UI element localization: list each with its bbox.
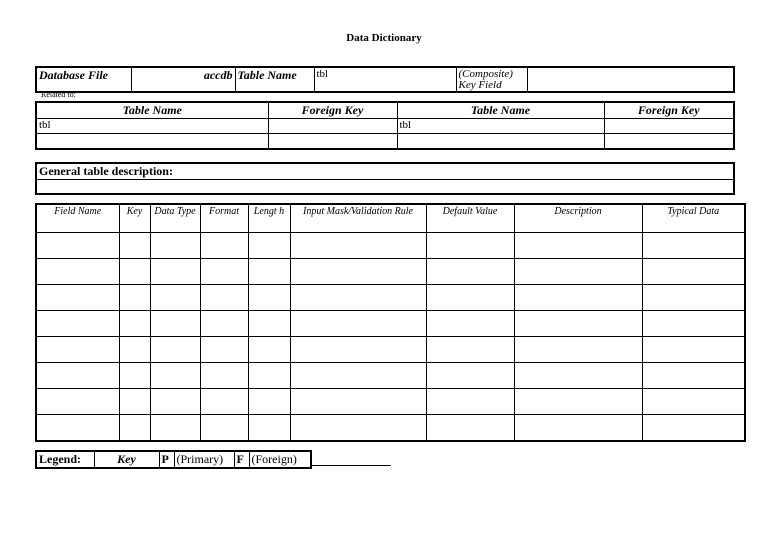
field-cell[interactable]: [150, 311, 200, 337]
legend-primary-code: P: [159, 451, 174, 468]
field-cell[interactable]: [290, 363, 426, 389]
field-cell[interactable]: [200, 285, 248, 311]
field-cell[interactable]: [290, 285, 426, 311]
related-cell[interactable]: [604, 134, 734, 150]
table-name-field[interactable]: tbl: [314, 67, 456, 92]
field-cell[interactable]: [514, 337, 642, 363]
column-header-input-mask: Input Mask/Validation Rule: [290, 204, 426, 233]
legend-table: [35, 450, 312, 469]
field-cell[interactable]: [150, 233, 200, 259]
field-cell[interactable]: [426, 415, 514, 442]
header-table: [35, 66, 735, 93]
related-column-header: Foreign Key: [604, 102, 734, 119]
field-cell[interactable]: [248, 311, 290, 337]
field-cell[interactable]: [119, 233, 150, 259]
legend-foreign-code: F: [234, 451, 249, 468]
field-cell[interactable]: [426, 337, 514, 363]
related-column-header: Table Name: [397, 102, 604, 119]
field-cell[interactable]: [642, 337, 745, 363]
field-cell[interactable]: [514, 285, 642, 311]
table-row: [36, 259, 745, 285]
field-cell[interactable]: [36, 233, 119, 259]
field-cell[interactable]: [248, 259, 290, 285]
field-cell[interactable]: [200, 337, 248, 363]
field-cell[interactable]: [119, 363, 150, 389]
legend-key-label: Key: [94, 451, 159, 468]
related-cell[interactable]: [268, 134, 397, 150]
field-cell[interactable]: [200, 233, 248, 259]
field-cell[interactable]: [290, 259, 426, 285]
database-file-field[interactable]: accdb: [131, 67, 235, 92]
column-header-length: Lengt h: [248, 204, 290, 233]
table-row: [36, 285, 745, 311]
field-cell[interactable]: [36, 259, 119, 285]
field-cell[interactable]: [514, 233, 642, 259]
column-header-default-value: Default Value: [426, 204, 514, 233]
field-cell[interactable]: [248, 285, 290, 311]
field-cell[interactable]: [150, 337, 200, 363]
field-cell[interactable]: [119, 311, 150, 337]
field-cell[interactable]: [642, 389, 745, 415]
field-cell[interactable]: [119, 389, 150, 415]
field-cell[interactable]: [290, 337, 426, 363]
table-row: [36, 415, 745, 442]
field-cell[interactable]: [200, 389, 248, 415]
field-cell[interactable]: [150, 259, 200, 285]
column-header-typical-data: Typical Data: [642, 204, 745, 233]
field-cell[interactable]: [426, 389, 514, 415]
description-table: [35, 162, 735, 195]
column-header-data-type: Data Type: [150, 204, 200, 233]
field-cell[interactable]: [426, 311, 514, 337]
field-cell[interactable]: [642, 415, 745, 442]
field-cell[interactable]: [514, 415, 642, 442]
table-row: [36, 233, 745, 259]
table-name-label: Table Name: [235, 67, 314, 92]
field-cell[interactable]: [119, 285, 150, 311]
related-cell[interactable]: [36, 134, 268, 150]
field-cell[interactable]: [150, 389, 200, 415]
related-cell[interactable]: [604, 119, 734, 134]
table-row: [36, 337, 745, 363]
field-cell[interactable]: [200, 311, 248, 337]
field-cell[interactable]: [36, 363, 119, 389]
field-cell[interactable]: [290, 389, 426, 415]
field-cell[interactable]: [36, 415, 119, 442]
page-title: Data Dictionary: [346, 32, 422, 44]
related-column-header: Table Name: [36, 102, 268, 119]
field-cell[interactable]: [514, 311, 642, 337]
field-cell[interactable]: [426, 259, 514, 285]
composite-key-label: (Composite) Key Field: [456, 67, 527, 92]
field-cell[interactable]: [290, 311, 426, 337]
field-cell[interactable]: [248, 337, 290, 363]
field-cell[interactable]: [36, 311, 119, 337]
table-row: [36, 363, 745, 389]
column-header-key: Key: [119, 204, 150, 233]
column-header-field-name: Field Name: [36, 204, 119, 233]
field-cell[interactable]: [642, 259, 745, 285]
field-cell[interactable]: [200, 259, 248, 285]
field-cell[interactable]: [290, 233, 426, 259]
legend-primary-text: (Primary): [174, 451, 234, 468]
field-cell[interactable]: [248, 415, 290, 442]
database-file-label: Database File: [36, 67, 131, 92]
composite-key-field[interactable]: [527, 67, 734, 92]
field-cell[interactable]: [36, 285, 119, 311]
legend-underline: [312, 465, 391, 466]
field-cell[interactable]: [119, 337, 150, 363]
related-to-label: Related to:: [41, 90, 76, 99]
field-cell[interactable]: [642, 311, 745, 337]
legend-foreign-text: (Foreign): [249, 451, 311, 468]
description-field[interactable]: [36, 180, 734, 195]
field-cell[interactable]: [119, 259, 150, 285]
field-cell[interactable]: [290, 415, 426, 442]
column-header-description: Description: [514, 204, 642, 233]
field-cell[interactable]: [514, 389, 642, 415]
related-cell[interactable]: tbl: [36, 119, 268, 134]
field-cell[interactable]: [514, 259, 642, 285]
field-cell[interactable]: [248, 233, 290, 259]
table-row: [36, 311, 745, 337]
field-cell[interactable]: [642, 285, 745, 311]
related-column-header: Foreign Key: [268, 102, 397, 119]
field-cell[interactable]: [150, 415, 200, 442]
table-row: [36, 389, 745, 415]
field-cell[interactable]: [426, 233, 514, 259]
fields-table: [35, 203, 746, 442]
field-cell[interactable]: [426, 285, 514, 311]
field-cell[interactable]: [248, 389, 290, 415]
field-cell[interactable]: [200, 363, 248, 389]
field-cell[interactable]: [36, 389, 119, 415]
legend-label: Legend:: [36, 451, 94, 468]
description-label: General table description:: [36, 163, 734, 180]
related-table: [35, 101, 735, 150]
field-cell[interactable]: [426, 363, 514, 389]
field-cell[interactable]: [642, 233, 745, 259]
column-header-format: Format: [200, 204, 248, 233]
field-cell[interactable]: [150, 285, 200, 311]
field-cell[interactable]: [200, 415, 248, 442]
field-cell[interactable]: [642, 363, 745, 389]
related-cell[interactable]: tbl: [397, 119, 604, 134]
related-cell[interactable]: [397, 134, 604, 150]
related-cell[interactable]: [268, 119, 397, 134]
field-cell[interactable]: [514, 363, 642, 389]
field-cell[interactable]: [119, 415, 150, 442]
field-cell[interactable]: [248, 363, 290, 389]
field-cell[interactable]: [150, 363, 200, 389]
field-cell[interactable]: [36, 337, 119, 363]
